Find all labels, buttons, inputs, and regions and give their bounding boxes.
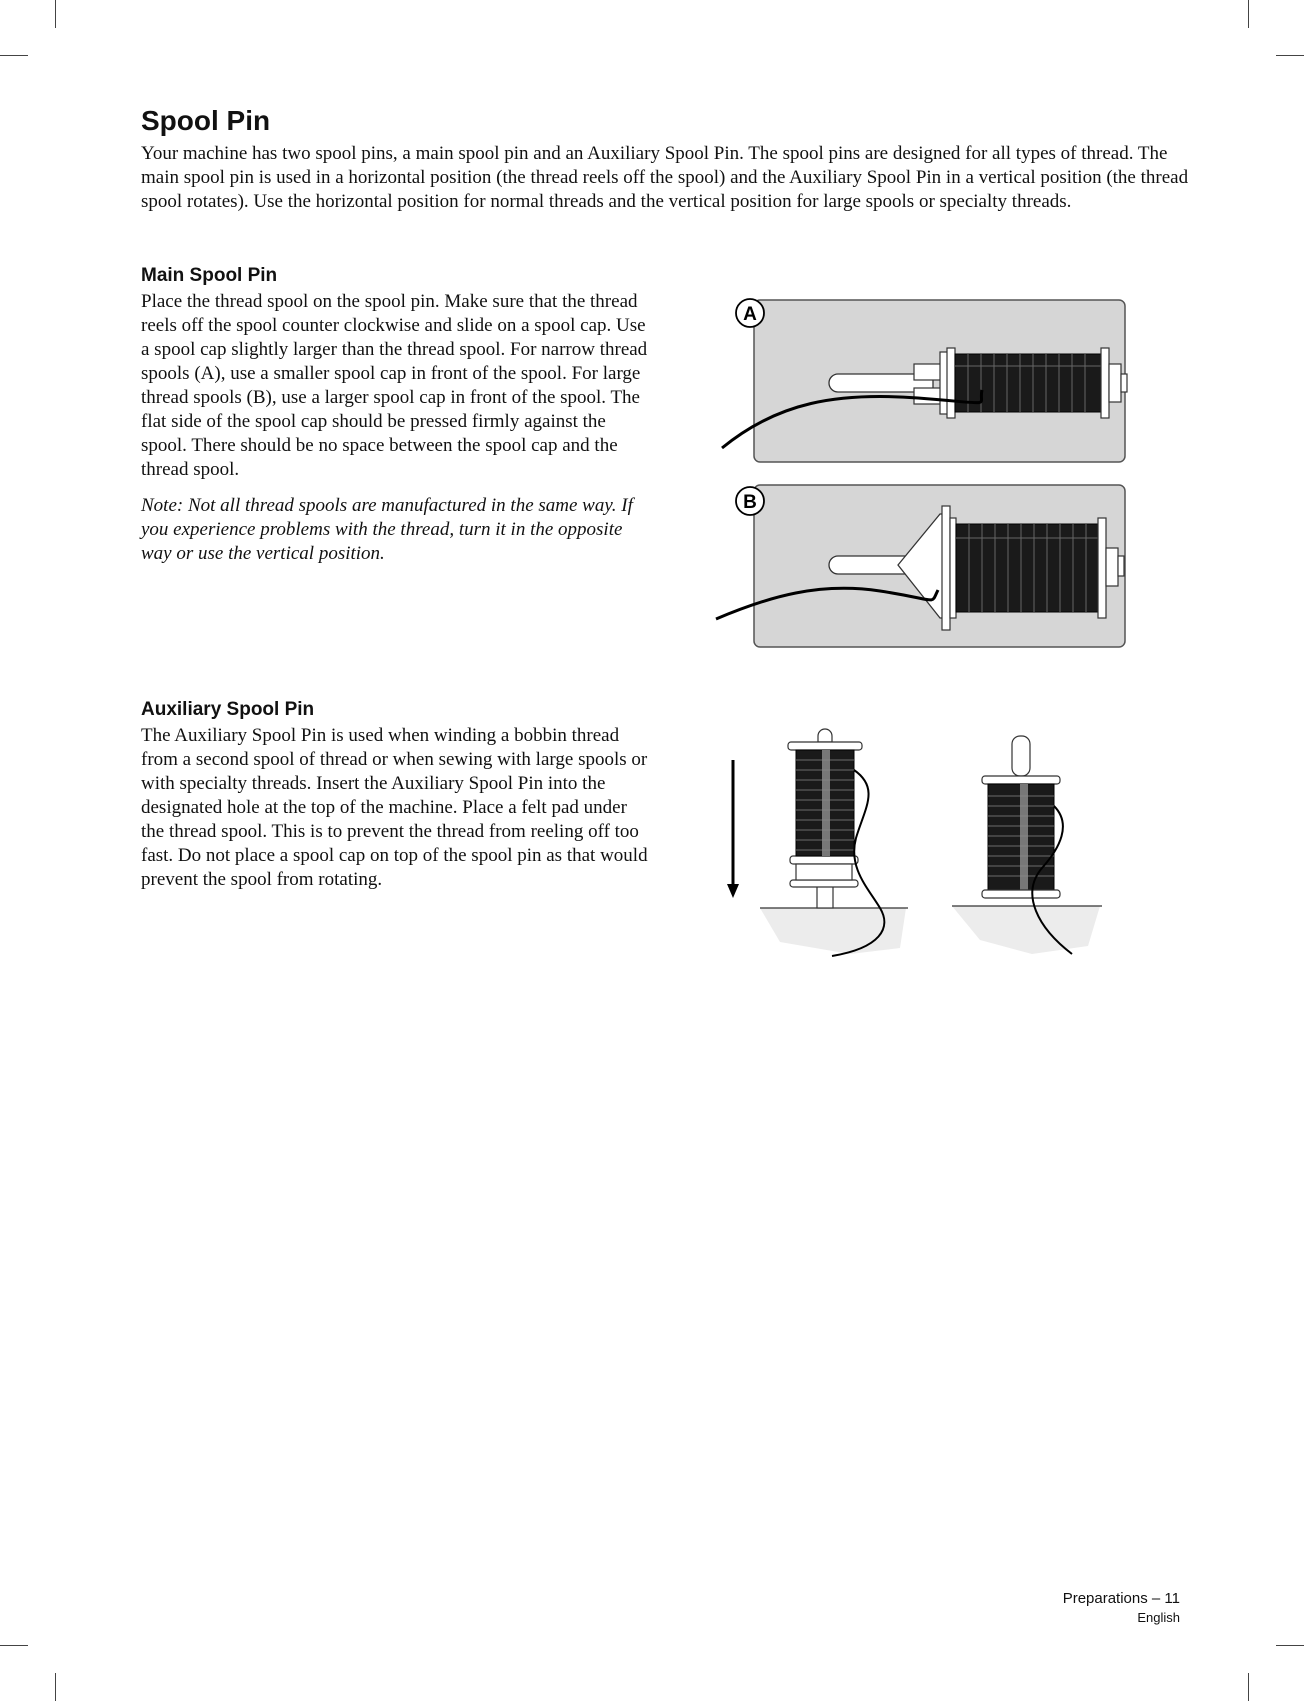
footer-section-page: Preparations – 11 [1062, 1590, 1180, 1607]
main-spool-pin-text: Place the thread spool on the spool pin. Make sure that the thread reels off the spool counter clockwise and slide on a spool cap. Use a spool cap slightly larger than the thread spool. For narrow thread spools (A), use a smaller spool cap in front of the spool. For large thread spools (B), use a larger spool cap in front of the spool. The flat side of the spool cap should be pressed firmly against the spool. There should be no space between the spool cap and the thread spool. [141, 291, 648, 480]
main-spool-pin-heading: Main Spool Pin [141, 265, 278, 286]
crop-mark [1276, 55, 1304, 56]
crop-mark [55, 0, 56, 28]
crop-mark [1248, 0, 1249, 28]
intro-paragraph: Your machine has two spool pins, a main spool pin and an Auxiliary Spool Pin. The spool pins are designed for all types of thread. The main spool pin is used in a horizontal position (the thread reels off the spool) and the Auxiliary Spool Pin in a vertical position (the thread spool rotates). Use the horizontal position for normal threads and the vertical position for large spools or specialty threads. [141, 143, 1189, 212]
auxiliary-spool-pin-heading: Auxiliary Spool Pin [141, 699, 315, 720]
crop-mark [1276, 1645, 1304, 1646]
auxiliary-spool-figure [720, 728, 1110, 960]
crop-mark [0, 1645, 28, 1646]
crop-mark [0, 55, 28, 56]
footer-language: English [1137, 1610, 1180, 1625]
spool-figure-a [718, 292, 1128, 467]
figure-label-b: B [743, 492, 757, 513]
main-spool-pin-note: Note: Not all thread spools are manufactured in the same way. If you experience problems with the thread, turn it in the opposite way or use the vertical position. [141, 495, 633, 564]
crop-mark [1248, 1673, 1249, 1701]
spool-figure-b [710, 478, 1128, 653]
auxiliary-spool-pin-text: The Auxiliary Spool Pin is used when winding a bobbin thread from a second spool of thread or when sewing with large spools or with specialty threads. Insert the Auxiliary Spool Pin into the designated hole at the top of the machine. Place a felt pad under the thread spool. This is to prevent the thread from reeling off too fast. Do not place a spool cap on top of the spool pin as that would prevent the spool from rotating. [141, 725, 648, 890]
figure-label-a: A [743, 304, 757, 325]
page-title: Spool Pin [141, 105, 271, 136]
crop-mark [55, 1673, 56, 1701]
